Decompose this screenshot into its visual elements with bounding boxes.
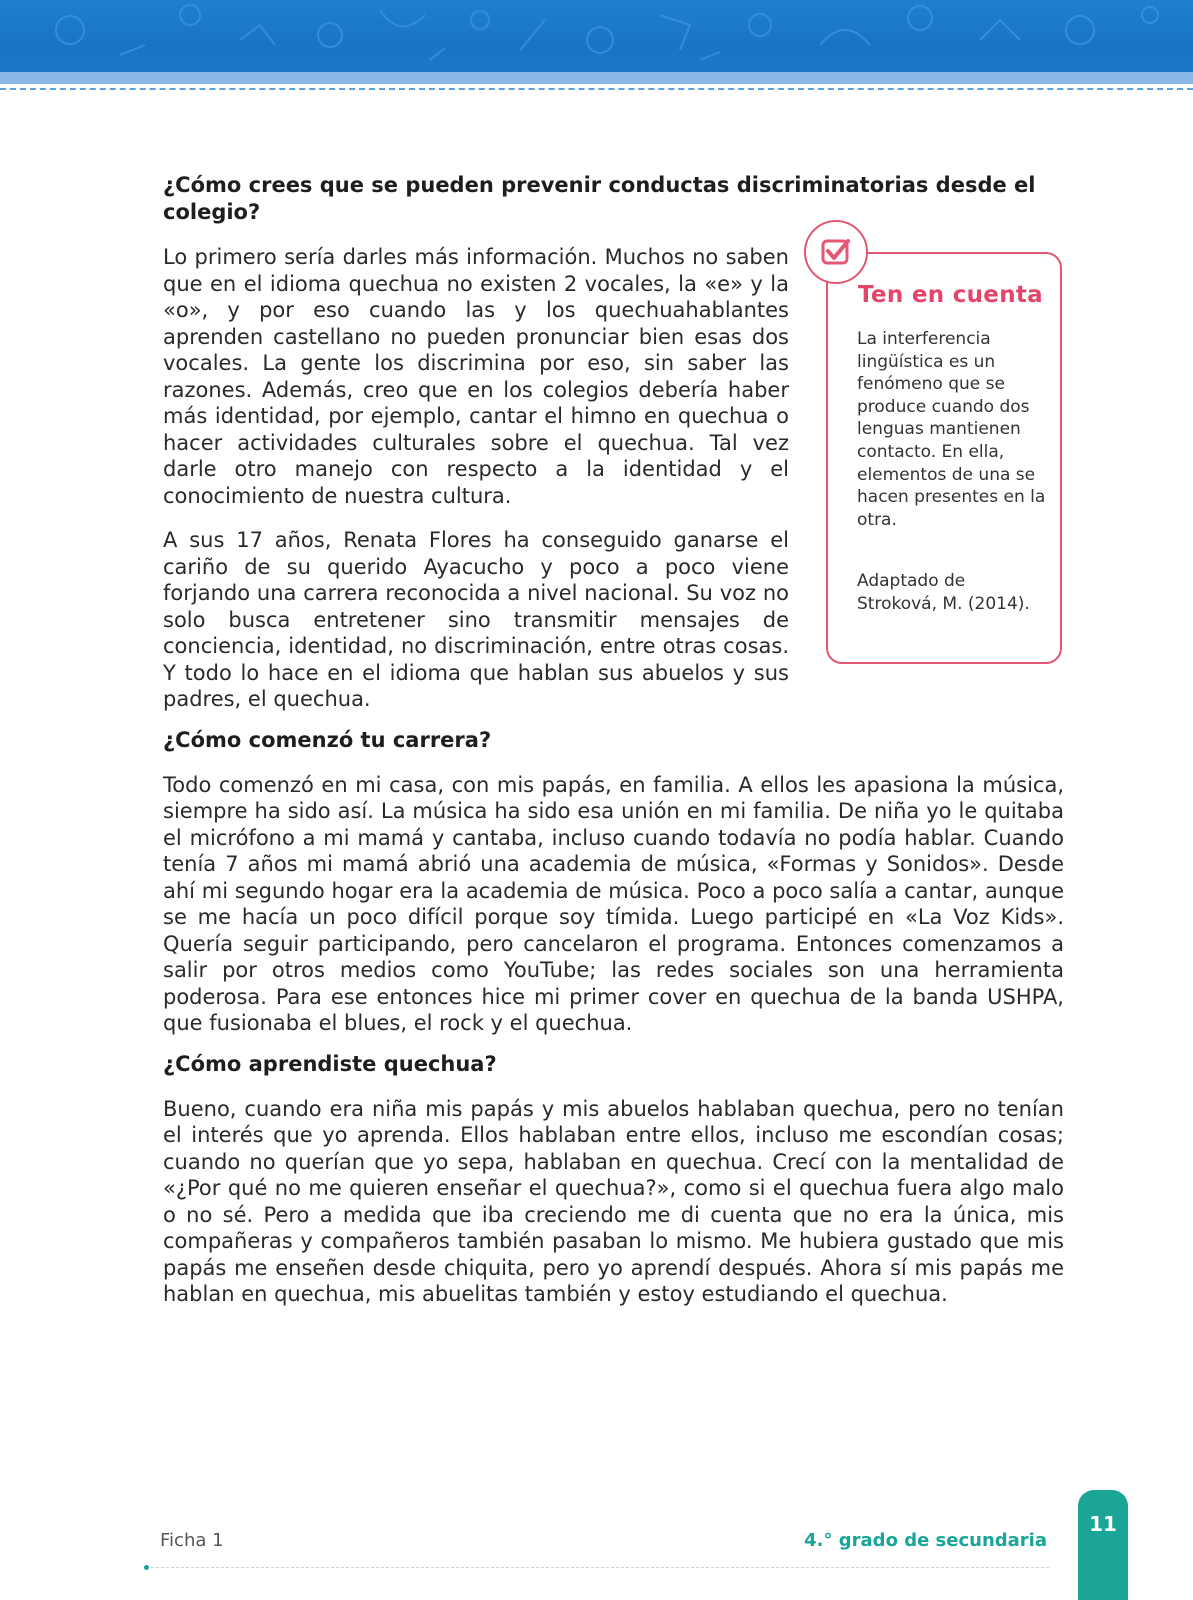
header-divider [0, 88, 1193, 90]
footer-worksheet: Ficha 1 [160, 1530, 224, 1551]
header-banner [0, 0, 1193, 72]
footer-dot [144, 1565, 149, 1570]
answer-learn: Bueno, cuando era niña mis papás y mis abuelos hablaban quechua, pero no tenían el interés que yo aprenda. Ellos hablaban entre ellos, incluso me escondían cosas; cuando no querían que yo sepa, hablaban en quechua. Crecí con la mentalidad de «¿Por qué no me quieren enseñar el quechua?», como si el quechua fuera algo malo o no sé. Pero a medida que iba creciendo me di cuenta que no era la única, mis compañeras y compañeros también pasaban lo mismo. Me hubiera gustado que mis papás me enseñen desde chiquita, pero yo aprendí después. Ahora sí mis papás me hablan en quechua, mis abuelitas también y estoy estudiando el quechua. [163, 1096, 1064, 1306]
doodle-pattern [0, 0, 1193, 72]
answer-career: Todo comenzó en mi casa, con mis papás, en familia. A ellos les apasiona la música, siempre ha sido así. La música ha sido esa unión en mi familia. De niña yo le quitaba el micrófono a mi mamá y cantaba, incluso cuando todavía no podía hablar. Cuando tenía 7 años mi mamá abrió una academia de música, «Formas y Sonidos». Desde ahí mi segundo hogar era la academia de música. Poco a poco salía a cantar, aunque se me hacía un poco difícil porque soy tímida. Luego participé en «La Voz Kids». Quería seguir participando, pero cancelaron el programa. Entonces comenzamos a salir por otros medios como YouTube; las redes sociales son una herramienta poderosa. Para ese entonces hice mi primer cover en quechua de la banda USHPA, que fusionaba el blues, el rock y el quechua. [163, 772, 1064, 1035]
tip-source: Adaptado de Stroková, M. (2014). [857, 571, 1030, 614]
footer-grade: 4.° grado de secundaria [804, 1530, 1047, 1551]
page-number: 11 [1089, 1512, 1117, 1536]
footer-divider [146, 1567, 1049, 1568]
header-strip [0, 72, 1193, 84]
tip-icon-circle [804, 220, 868, 284]
question-learn: ¿Cómo aprendiste quechua? [163, 1051, 497, 1076]
checkbox-check-icon [806, 222, 866, 282]
tip-text: La interferencia lingüística es un fenómeno que se produce cuando dos lenguas mantienen contacto. En ella, elementos de una se hacen presentes en la otra. [857, 329, 1046, 530]
answer-prevent: Lo primero sería darles más información. Muchos no saben que en el idioma quechua no existen 2 vocales, la «e» y la «o», y por eso cuando las y los quechuahablantes aprenden castellano no pueden pronunciar bien esas dos vocales. La gente los discrimina por eso, sin saber las razones. Además, creo que en los colegios debería haber más identidad, por ejemplo, cantar el himno en quechua o hacer actividades culturales sobre el quechua. Tal vez darle otro manejo con respecto a la identidad y el conocimiento de nuestra cultura. [163, 245, 789, 508]
tip-title: Ten en cuenta [858, 282, 1043, 308]
question-prevent: ¿Cómo crees que se pueden prevenir conductas discriminatorias desde el colegio? [163, 173, 1036, 224]
intro-paragraph: A sus 17 años, Renata Flores ha conseguido ganarse el cariño de su querido Ayacucho y poco a poco viene forjando una carrera reconocida a nivel nacional. Su voz no solo busca entretener sino transmitir mensajes de conciencia, identidad, no discriminación, entre otras cosas. Y todo lo hace en el idioma que hablan sus abuelos y sus padres, el quechua. [163, 528, 789, 711]
page-number-tab [1078, 1490, 1128, 1600]
question-career: ¿Cómo comenzó tu carrera? [163, 727, 492, 752]
